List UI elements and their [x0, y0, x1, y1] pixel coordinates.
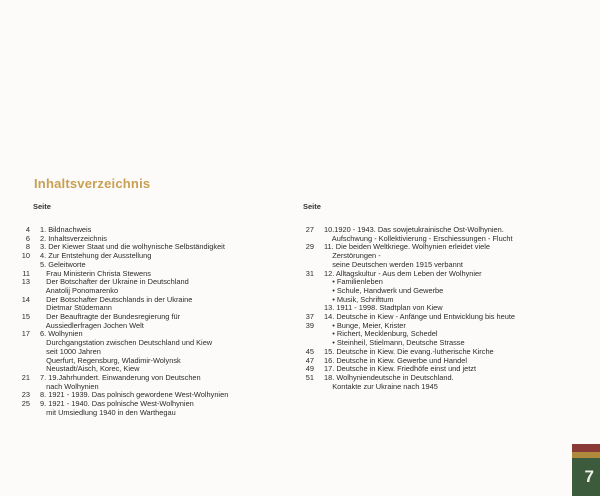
color-bar-top	[572, 444, 600, 452]
toc-page-number: 13	[21, 277, 30, 287]
toc-page-number: 47	[305, 355, 314, 365]
toc-entry-text: Der Botschafter der Ukraine in Deutschland	[40, 277, 189, 287]
toc-page-number: 37	[305, 312, 314, 322]
toc-entry-text: 2. Inhaltsverzeichnis	[40, 233, 107, 243]
toc-page-number: 14	[21, 294, 30, 304]
toc-page-number	[272, 287, 324, 296]
toc-entry-text: 3. Der Kiewer Staat und die wolhynische Selbständigkeit	[40, 242, 225, 252]
toc-page-number: 17	[21, 329, 30, 339]
toc-entry-text: Zerstörungen -	[324, 251, 381, 261]
toc-page-number	[0, 261, 40, 270]
toc-page-number	[272, 278, 324, 287]
toc-page-number: 11	[22, 268, 30, 278]
toc-entry-text: 11. Die beiden Weltkriege. Wolhynien erleidet viele	[324, 242, 490, 252]
toc-entry-text: 5. Geleitworte	[40, 259, 86, 269]
toc-entry-text: Durchgangstation zwischen Deutschland und Kiew	[40, 338, 213, 348]
toc-entry-text: Frau Ministerin Christa Stewens	[40, 268, 151, 278]
toc-page-number: 6	[25, 233, 30, 243]
toc-page-number: 29	[305, 242, 314, 252]
toc-entry-text: Aufschwung - Kollektivierung - Erschiessungen - Flucht	[324, 233, 513, 243]
toc-entry-text: 14. Deutsche in Kiew - Anfänge und Entwicklung bis heute	[324, 312, 516, 322]
toc-entry	[0, 409, 300, 418]
toc-entry-text: 17. Deutsche in Kiew. Friedhöfe einst und jetzt	[324, 364, 477, 374]
toc-page-number: 51	[305, 372, 314, 382]
toc-entry-text: 8. 1921 - 1939. Das polnisch gewordene West-Wolhynien	[40, 390, 229, 400]
toc-entry-text: Kontakte zur Ukraine nach 1945	[324, 381, 438, 391]
toc-page-number	[272, 296, 324, 305]
toc-page-number: 25	[21, 399, 30, 409]
right-column-header: Seite	[303, 202, 321, 211]
toc-page-number: 45	[305, 346, 314, 356]
toc-page-number	[0, 365, 40, 374]
toc-entry-text: 16. Deutsche in Kiew. Gewerbe und Handel	[324, 355, 467, 365]
toc-entry	[272, 313, 572, 322]
toc-entry-text: • Familienleben	[324, 277, 383, 287]
toc-page-number	[0, 383, 40, 392]
toc-entry-text: 12. Alltagskultur - Aus dem Leben der Wolhynier	[324, 268, 482, 278]
toc-entry-text: 1. Bildnachweis	[40, 225, 92, 234]
toc-entry	[272, 243, 572, 252]
toc-page-number	[272, 339, 324, 348]
toc-page-number	[0, 348, 40, 357]
toc-entry-text: • Schule, Handwerk und Gewerbe	[324, 285, 444, 295]
toc-left-column	[0, 226, 300, 417]
toc-page-number	[272, 383, 324, 392]
toc-page-number	[272, 235, 324, 244]
toc-entry	[272, 287, 572, 296]
toc-entry-text: nach Wolhynien	[40, 381, 99, 391]
toc-entry-text: Der Beauftragte der Bundesregierung für	[40, 312, 181, 322]
toc-page-number	[0, 409, 40, 418]
toc-entry-text: • Bunge, Meier, Krister	[324, 320, 406, 330]
toc-right-column	[272, 226, 572, 391]
page-title: Inhaltsverzeichnis	[34, 176, 151, 191]
toc-page-number	[0, 287, 40, 296]
toc-page-number: 31	[305, 268, 314, 278]
toc-entry-text: seit 1000 Jahren	[40, 346, 101, 356]
toc-entry-text: 7. 19.Jahrhundert. Einwanderung von Deutschen	[40, 372, 201, 382]
toc-page-number: 23	[21, 390, 30, 400]
toc-page-number: 21	[21, 372, 30, 382]
left-column-header: Seite	[33, 202, 51, 211]
toc-entry-text: • Musik, Schrifttum	[324, 294, 394, 304]
toc-entry-text: Anatolij Ponomarenko	[40, 285, 119, 295]
toc-entry-text: 9. 1921 - 1940. Das polnische West-Wolhynien	[40, 399, 194, 409]
toc-page-number	[0, 304, 40, 313]
toc-entry-text: 18. Wolhyniendeutsche in Deutschland.	[324, 372, 454, 382]
toc-page-number: 27	[305, 225, 314, 234]
toc-entry-text: 15. Deutsche in Kiew. Die evang.-lutherische Kirche	[324, 346, 494, 356]
page-number: 7	[572, 458, 600, 496]
toc-entry-text: 13. 1911 - 1998. Stadtplan von Kiew	[324, 303, 443, 313]
toc-page-number	[0, 339, 40, 348]
toc-page-number: 49	[305, 364, 314, 374]
toc-page-number: 10	[21, 251, 30, 261]
toc-entry-text: Dietmar Stüdemann	[40, 303, 112, 313]
toc-entry-text: 6. Wolhynien	[40, 329, 83, 339]
toc-page-number	[0, 322, 40, 331]
toc-page-number	[272, 304, 324, 313]
toc-entry-text: 10.1920 - 1943. Das sowjetukrainische Ost-Wolhynien.	[324, 225, 504, 234]
toc-entry-text: Der Botschafter Deutschlands in der Ukraine	[40, 294, 193, 304]
toc-page-number	[0, 357, 40, 366]
toc-entry-text: Querfurt, Regensburg, Wladimir-Wolynsk	[40, 355, 181, 365]
toc-page-number: 39	[305, 320, 314, 330]
toc-page-number	[272, 261, 324, 270]
toc-entry-text: • Steinheil, Stielmann, Deutsche Strasse	[324, 338, 465, 348]
toc-entry-text: • Richert, Mecklenburg, Schedel	[324, 329, 438, 339]
toc-entry-text: Neustadt/Aisch, Korec, Kiew	[40, 364, 140, 374]
toc-entry	[272, 270, 572, 279]
toc-entry-text: Aussiedlerfragen Jochen Welt	[40, 320, 144, 330]
toc-page-number: 15	[21, 312, 30, 322]
toc-page-number: 4	[25, 225, 30, 234]
toc-entry-text: mit Umsiedlung 1940 in den Warthegau	[40, 407, 176, 417]
toc-entry	[272, 383, 572, 392]
toc-page-number	[272, 330, 324, 339]
toc-entry-text: seine Deutschen werden 1915 verbannt	[324, 259, 463, 269]
toc-page-number	[272, 252, 324, 261]
toc-entry-text: 4. Zur Entstehung der Ausstellung	[40, 251, 152, 261]
toc-page-number: 8	[25, 242, 30, 252]
